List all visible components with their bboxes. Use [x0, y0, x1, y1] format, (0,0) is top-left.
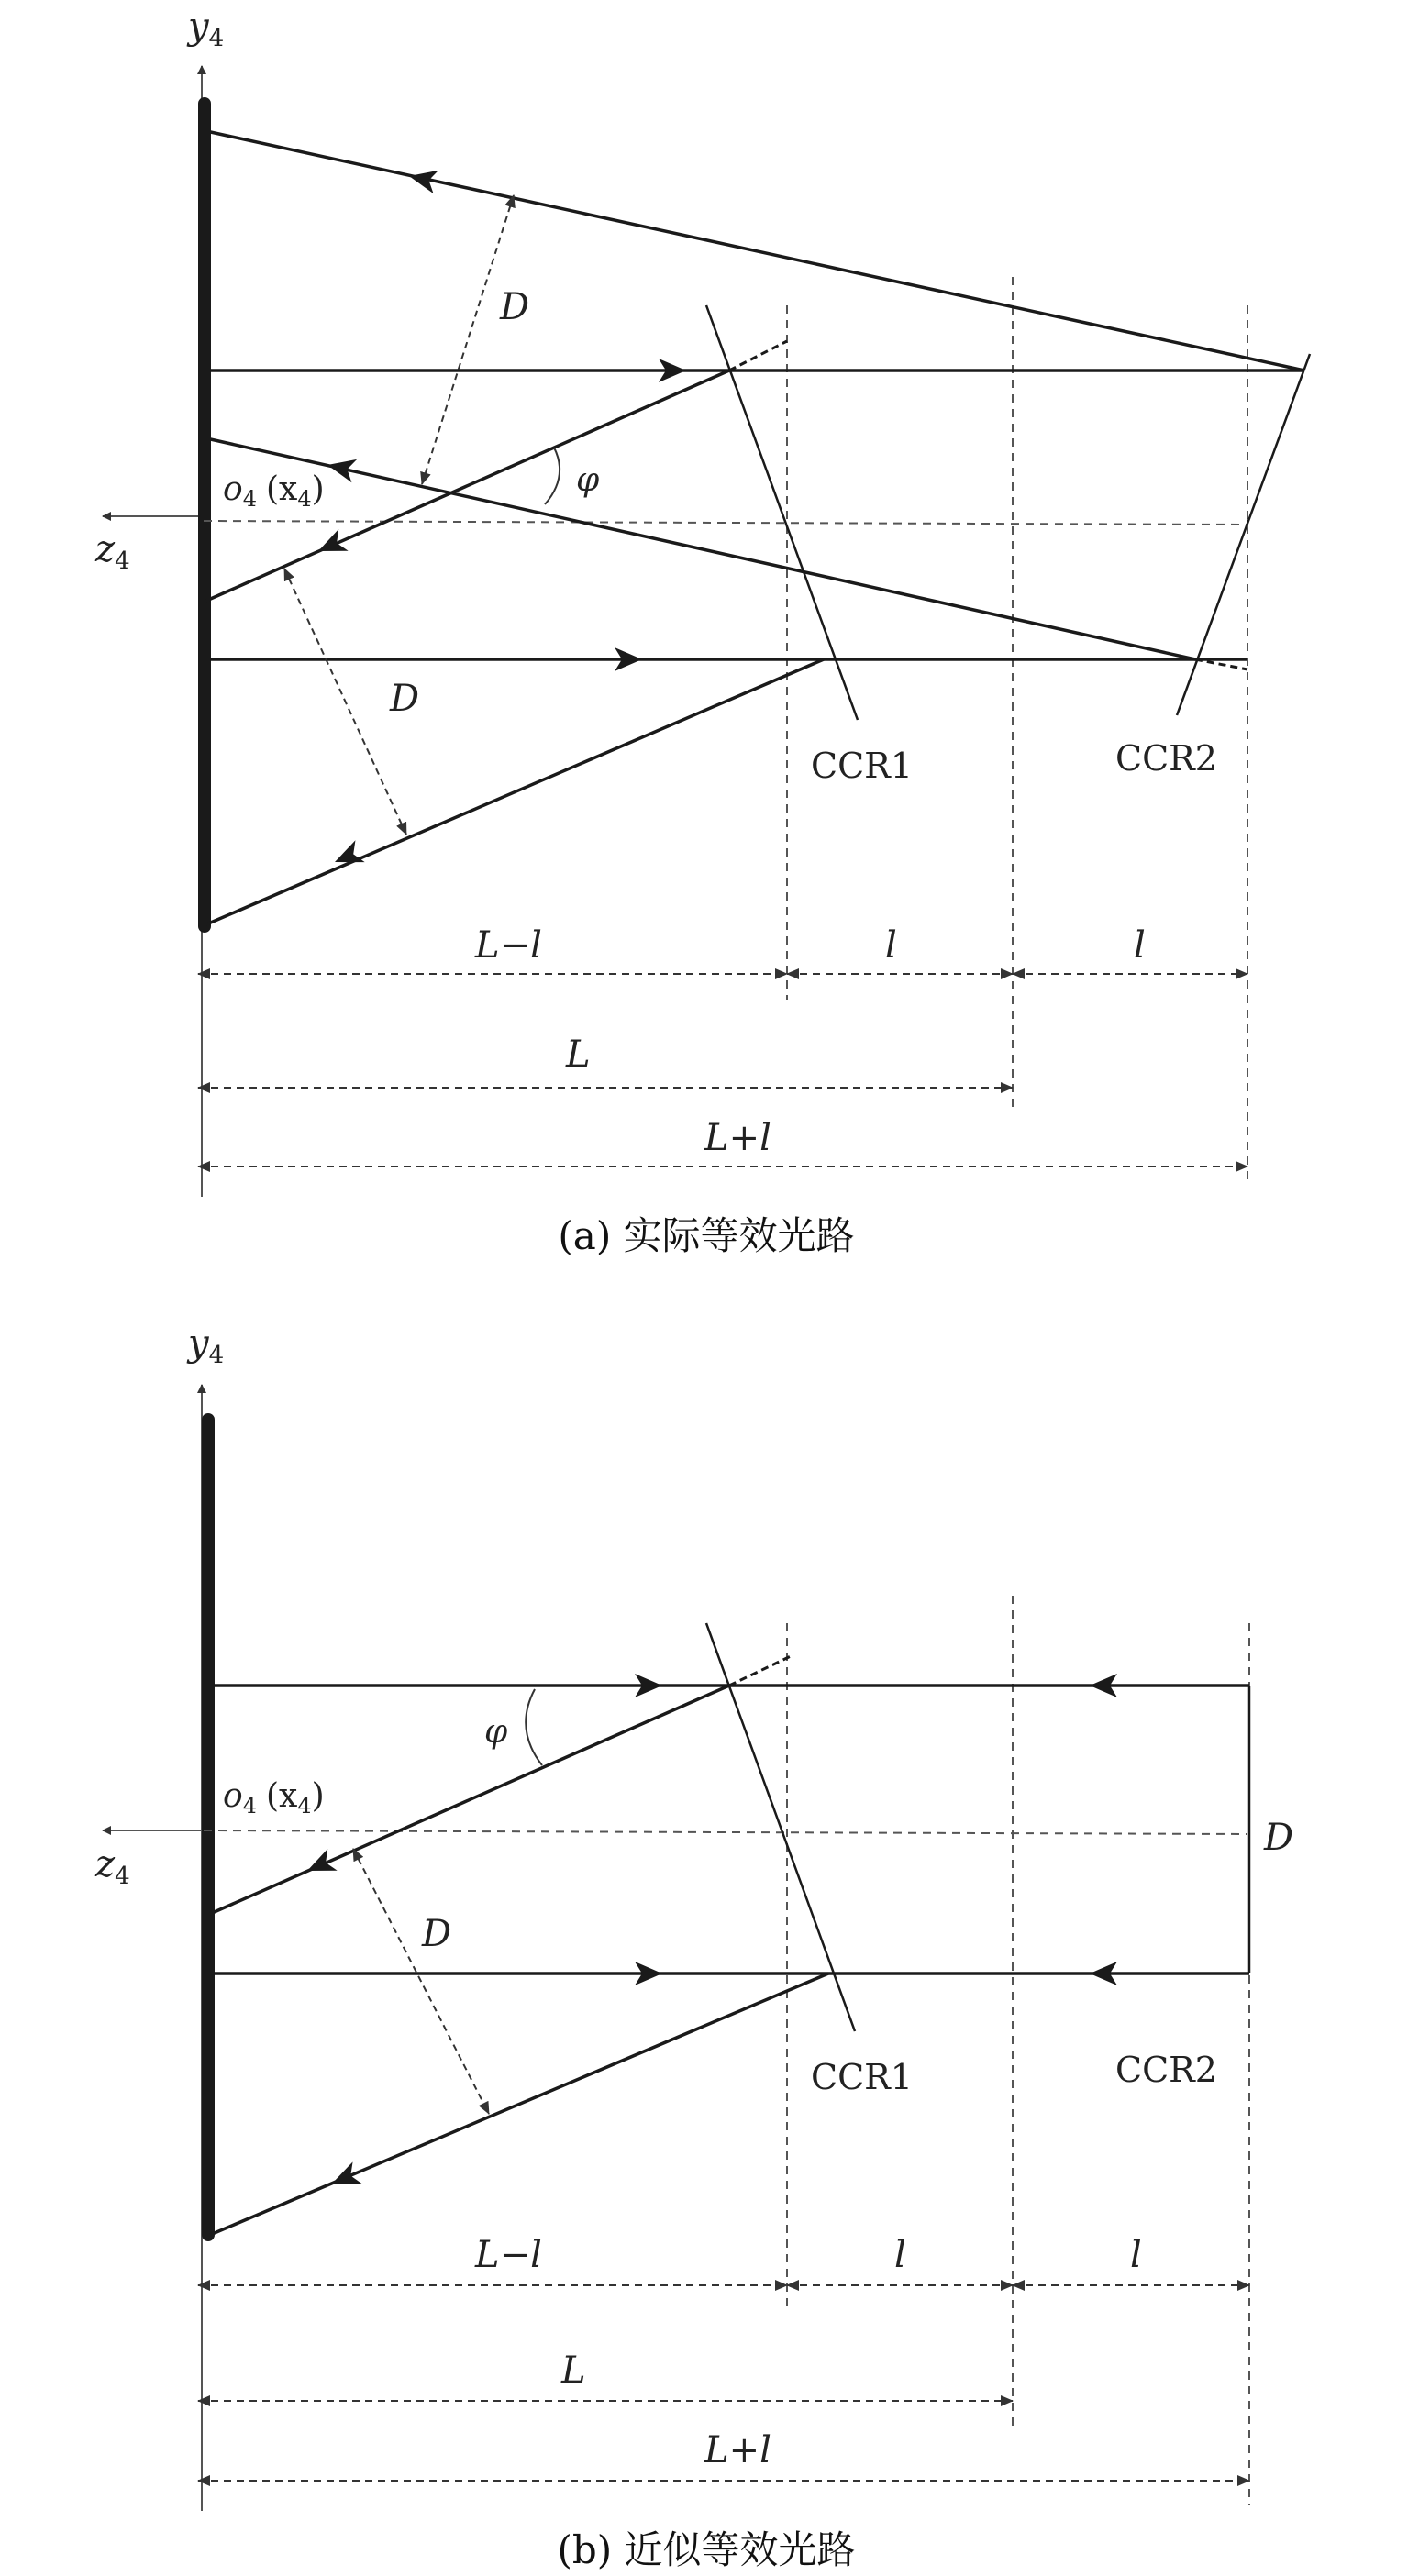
dim-big-l-label-b: L	[561, 2349, 586, 2392]
ccr2-label-b: CCR2	[1115, 2050, 1217, 2090]
phi-arc-a	[545, 448, 560, 504]
d-left-label-b: D	[422, 1913, 452, 1955]
ccr1-plane-a	[706, 305, 858, 720]
phi-label-b: φ	[484, 1713, 508, 1751]
ray-top-return-a	[206, 131, 1304, 370]
ccr1-label-a: CCR1	[811, 746, 913, 786]
arrowhead-mid-return-a	[325, 453, 357, 482]
z-center-dashed-b	[204, 1830, 1247, 1834]
dim-l-mid-label-a: l	[885, 924, 897, 967]
dim-l-plus-l-label-a: L+l	[704, 1117, 771, 1159]
d-right-label-b: D	[1264, 1817, 1294, 1859]
d-dimension-b	[353, 1849, 489, 2114]
y-axis-label-b: $y_4$	[188, 1322, 225, 1369]
arrowhead-upper-return-b	[303, 1849, 338, 1882]
caption-b: (b) 近似等效光路	[557, 2527, 856, 2572]
ccr2-label-a: CCR2	[1115, 738, 1217, 779]
z-center-dashed-a	[204, 521, 1247, 525]
y-axis-label-a: $y_4$	[188, 6, 225, 52]
origin-label-a: o4 (x4)	[223, 470, 325, 512]
arrowhead-top-a	[406, 164, 438, 193]
phi-arc-b	[526, 1689, 542, 1765]
d-lower-dimension-a	[284, 569, 406, 835]
z-axis-label-a: $z_4$	[95, 528, 130, 575]
ray-upper-return-ext-a	[729, 341, 787, 370]
origin-label-b: o4 (x4)	[223, 1777, 325, 1819]
dim-l-minus-l-label-a: L−l	[475, 924, 542, 967]
ray-bottom-return-b	[210, 1973, 828, 2235]
arrowhead-upper-return-a	[314, 529, 349, 562]
d-upper-label-a: D	[500, 286, 530, 328]
ray-bottom-return-a	[206, 659, 824, 924]
z-axis-label-b: $z_4$	[95, 1843, 130, 1890]
d-upper-dimension-a	[422, 195, 514, 484]
dim-l-right-label-a: l	[1134, 924, 1146, 967]
panel-b	[94, 1322, 1293, 2572]
ccr2-plane-a	[1177, 354, 1310, 715]
ray-mid-return-a	[206, 438, 1195, 659]
panel-a	[94, 6, 1310, 1258]
phi-label-a: φ	[576, 461, 600, 499]
dim-l-mid-label-b: l	[894, 2234, 906, 2276]
arrowhead-bottom-return-b	[327, 2161, 362, 2195]
ray-upper-return-ext-b	[729, 1656, 791, 1686]
d-lower-label-a: D	[390, 678, 420, 720]
caption-a: (a) 实际等效光路	[558, 1213, 855, 1258]
dim-big-l-label-a: L	[566, 1034, 591, 1076]
dim-l-minus-l-label-b: L−l	[475, 2234, 542, 2276]
dim-l-right-label-b: l	[1130, 2234, 1142, 2276]
dim-l-plus-l-label-b: L+l	[704, 2429, 771, 2471]
ccr1-label-b: CCR1	[811, 2057, 913, 2097]
